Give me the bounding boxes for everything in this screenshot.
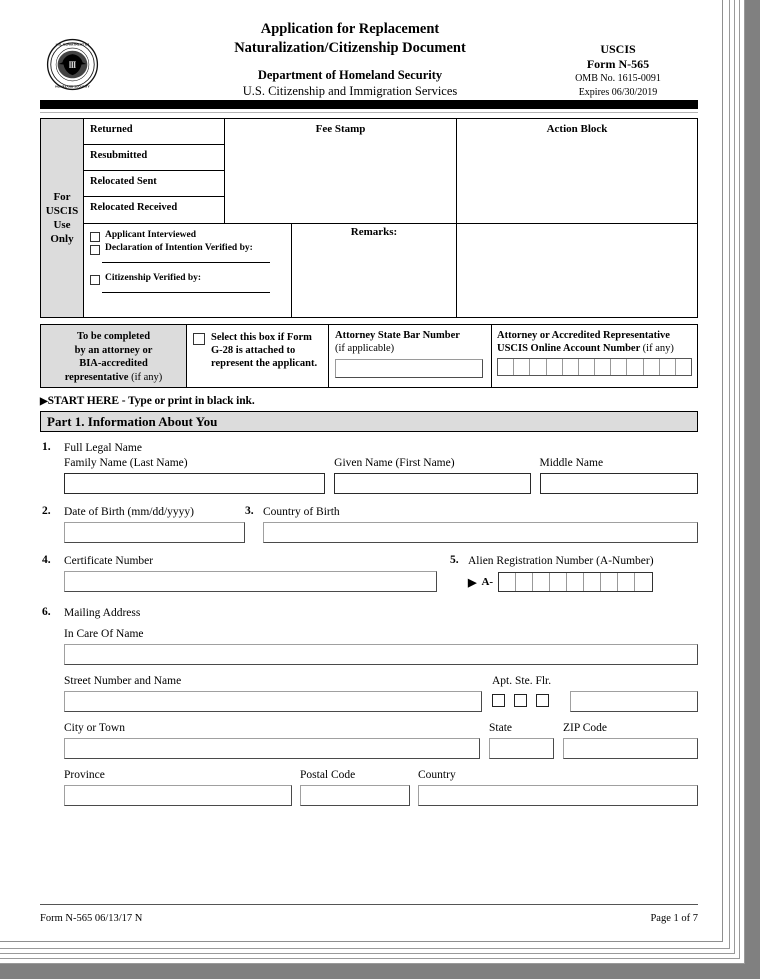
postal-code-label: Postal Code — [300, 769, 356, 781]
checkbox-citizenship-verified[interactable] — [90, 275, 100, 285]
a-number-cell[interactable] — [567, 573, 584, 591]
agency-abbr: USCIS — [600, 42, 636, 56]
family-name-label: Family Name (Last Name) — [64, 457, 188, 469]
declaration-signature-line[interactable] — [102, 262, 270, 263]
g28-checkbox-cell[interactable] — [187, 325, 329, 387]
date-of-birth-field[interactable] — [64, 522, 245, 543]
middle-name-label: Middle Name — [539, 457, 604, 469]
given-name-field[interactable] — [334, 473, 530, 494]
remarks-area[interactable] — [292, 224, 457, 317]
status-returned[interactable]: Returned — [84, 119, 224, 145]
item-6-number: 6. — [42, 606, 51, 618]
header-rule-bar — [40, 100, 698, 109]
family-name-field[interactable] — [64, 473, 325, 494]
in-care-of-name-label: In Care Of Name — [64, 628, 144, 640]
checkbox-applicant-interviewed-label: Applicant Interviewed — [105, 230, 197, 240]
checkbox-declaration-verified-label: Declaration of Intention Verified by: — [105, 243, 253, 253]
form-content — [40, 14, 698, 806]
city-or-town-field[interactable] — [64, 738, 480, 759]
attorney-label-line-2: by an attorney or — [74, 344, 153, 356]
given-name-label: Given Name (First Name) — [334, 457, 455, 469]
g28-checkbox-label: Select this box if Form G-28 is attached to represent the applicant. — [211, 332, 318, 369]
part-1-header: Part 1. Information About You — [40, 411, 698, 432]
status-resubmitted[interactable]: Resubmitted — [84, 145, 224, 171]
header-thin-rule — [40, 112, 698, 113]
item-3-label: Country of Birth — [263, 506, 340, 518]
middle-name-field[interactable] — [540, 473, 698, 494]
account-cell[interactable] — [563, 359, 579, 375]
item-4-label: Certificate Number — [64, 555, 154, 567]
in-care-of-name-field[interactable] — [64, 644, 698, 665]
checkbox-declaration-verified-row[interactable] — [90, 243, 283, 255]
country-label: Country — [418, 769, 456, 781]
account-cell[interactable] — [498, 359, 514, 375]
attorney-online-account-note: (if any) — [642, 343, 674, 354]
attorney-label-line-4-note: (if any) — [131, 371, 163, 383]
attorney-online-account-cells[interactable] — [497, 358, 692, 376]
attorney-online-account-cell — [492, 325, 697, 387]
account-cell[interactable] — [611, 359, 627, 375]
footer-form-id: Form N-565 06/13/17 N — [40, 913, 143, 924]
attorney-block — [40, 324, 698, 388]
a-number-cells[interactable] — [498, 572, 653, 592]
attorney-label-line-4: representative — [64, 371, 129, 383]
a-number-arrow-icon: ▶ — [468, 576, 477, 589]
item-1-label: Full Legal Name — [64, 442, 142, 454]
attorney-bar-number-label: Attorney State Bar Number — [335, 330, 460, 341]
checkbox-applicant-interviewed-row[interactable] — [90, 230, 283, 242]
a-number-cell[interactable] — [550, 573, 567, 591]
g28-checkbox[interactable] — [193, 333, 205, 345]
city-or-town-label: City or Town — [64, 722, 125, 734]
for-uscis-use-only-label — [41, 119, 84, 317]
uscis-label-line-4: Only — [50, 233, 74, 245]
country-of-birth-field[interactable] — [263, 522, 698, 543]
apt-ste-flr-label: Apt. Ste. Flr. — [492, 675, 552, 687]
omb-number: OMB No. 1615-0091 — [575, 73, 661, 84]
checkbox-declaration-verified[interactable] — [90, 245, 100, 255]
apt-ste-flr-number-field[interactable] — [570, 691, 698, 712]
a-number-cell[interactable] — [533, 573, 550, 591]
for-uscis-use-only-block — [40, 118, 698, 318]
a-number-cell[interactable] — [516, 573, 533, 591]
item-2-3-row — [40, 505, 698, 543]
ste-checkbox[interactable] — [514, 694, 527, 707]
a-number-cell[interactable] — [635, 573, 652, 591]
item-5-label: Alien Registration Number (A-Number) — [468, 555, 654, 567]
form-header — [40, 14, 698, 98]
item-3-number: 3. — [245, 505, 254, 517]
a-number-cell[interactable] — [601, 573, 618, 591]
flr-checkbox[interactable] — [536, 694, 549, 707]
start-here-bold: START HERE — [47, 395, 119, 407]
fee-stamp-area[interactable] — [225, 119, 457, 223]
start-here-arrow-icon: ▶ — [40, 396, 48, 407]
attorney-bar-number-cell — [329, 325, 492, 387]
attorney-online-account-label-1: Attorney or Accredited Representative — [497, 330, 670, 341]
province-label: Province — [64, 769, 105, 781]
status-relocated-sent[interactable]: Relocated Sent — [84, 171, 224, 197]
a-number-cell[interactable] — [584, 573, 601, 591]
uscis-label-line-3: Use — [53, 219, 71, 231]
remarks-label: Remarks: — [350, 226, 398, 238]
item-2-number: 2. — [42, 505, 51, 517]
action-block-area[interactable] — [457, 119, 697, 223]
attorney-label-line-1: To be completed — [76, 331, 151, 342]
form-title-line-1: Application for Replacement — [260, 21, 440, 37]
a-number-prefix: A- — [481, 576, 494, 588]
agency-name-line-2: U.S. Citizenship and Immigration Services — [242, 84, 458, 98]
footer-rule — [40, 904, 698, 905]
a-number-cell[interactable] — [499, 573, 516, 591]
province-field[interactable] — [64, 785, 292, 806]
svg-text:U.S. DEPARTMENT OF: U.S. DEPARTMENT OF — [55, 42, 90, 47]
item-5-number: 5. — [450, 554, 459, 566]
checkbox-citizenship-verified-row[interactable] — [90, 273, 283, 285]
account-cell[interactable] — [644, 359, 660, 375]
account-cell[interactable] — [595, 359, 611, 375]
agency-name-line-1: Department of Homeland Security — [257, 68, 443, 82]
item-6-label: Mailing Address — [64, 607, 141, 619]
state-field[interactable] — [489, 738, 554, 759]
attorney-bar-number-note: (if applicable) — [335, 343, 395, 354]
footer-page-number: Page 1 of 7 — [650, 913, 698, 924]
certificate-number-field[interactable] — [64, 571, 437, 592]
attorney-label-line-3: BIA-accredited — [79, 358, 148, 369]
citizenship-signature-line[interactable] — [102, 292, 270, 293]
svg-text:HOMELAND SECURITY: HOMELAND SECURITY — [55, 84, 90, 89]
zip-code-label: ZIP Code — [563, 722, 607, 734]
state-label: State — [489, 722, 512, 734]
uscis-bottom-row — [84, 223, 697, 317]
dhs-seal-icon — [46, 38, 99, 91]
item-2-label: Date of Birth (mm/dd/yyyy) — [64, 506, 194, 518]
postal-code-field[interactable] — [300, 785, 410, 806]
attorney-instructions-label — [41, 325, 187, 387]
form-title-block — [150, 20, 550, 99]
account-cell[interactable] — [514, 359, 530, 375]
account-cell[interactable] — [579, 359, 595, 375]
form-number: Form N-565 — [586, 57, 650, 71]
attorney-online-account-label-2: USCIS Online Account Number — [497, 343, 641, 354]
account-cell[interactable] — [660, 359, 676, 375]
street-number-name-label: Street Number and Name — [64, 675, 182, 687]
attorney-bar-number-input[interactable] — [335, 359, 483, 378]
action-block-label: Action Block — [546, 123, 608, 135]
fee-stamp-label: Fee Stamp — [315, 123, 366, 135]
start-here-instruction — [40, 395, 698, 407]
zip-code-field[interactable] — [563, 738, 698, 759]
a-number-cell[interactable] — [618, 573, 635, 591]
account-cell[interactable] — [530, 359, 546, 375]
account-cell[interactable] — [676, 359, 691, 375]
checkbox-applicant-interviewed[interactable] — [90, 232, 100, 242]
uscis-use-right-pane — [84, 119, 697, 317]
page-footer — [40, 913, 698, 924]
form-title-line-2: Naturalization/Citizenship Document — [234, 40, 466, 56]
apt-checkbox[interactable] — [492, 694, 505, 707]
item-4-5-row — [40, 554, 698, 592]
uscis-label-line-2: USCIS — [45, 205, 79, 217]
item-1-number: 1. — [42, 441, 51, 453]
start-here-rest: - Type or print in black ink. — [118, 395, 255, 407]
verification-checkboxes — [84, 224, 292, 317]
item-1-full-legal-name — [40, 441, 698, 494]
country-field[interactable] — [418, 785, 698, 806]
item-4-number: 4. — [42, 554, 51, 566]
street-number-name-field[interactable] — [64, 691, 482, 712]
item-6-mailing-address — [40, 606, 698, 806]
checkbox-citizenship-verified-label: Citizenship Verified by: — [105, 273, 202, 283]
account-cell[interactable] — [547, 359, 563, 375]
status-relocated-received[interactable]: Relocated Received — [90, 202, 178, 213]
form-meta-block — [538, 42, 698, 100]
action-block-continuation[interactable] — [457, 224, 697, 317]
account-cell[interactable] — [627, 359, 643, 375]
status-list — [84, 119, 225, 223]
expiration-date: Expires 06/30/2019 — [578, 87, 658, 98]
uscis-top-row — [84, 119, 697, 223]
uscis-label-line-1: For — [53, 191, 71, 203]
